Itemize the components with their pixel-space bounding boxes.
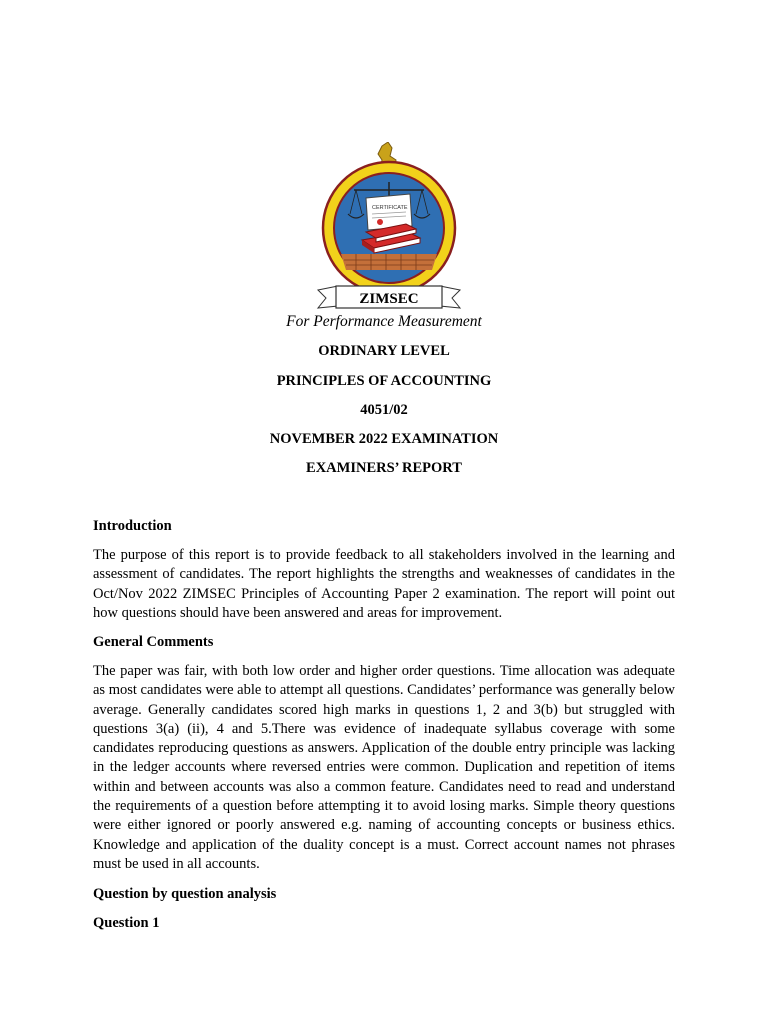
intro-paragraph: The purpose of this report is to provide feedback to all stakeholders involved in the learning and assessment of candidates. The report highlights the strengths and weaknesses of candidates in the Oct/Nov 2022 ZIMSEC Principles of Accounting Paper 2 examination. The report will point out how questions should have been answered and areas for improvement.	[93, 547, 675, 621]
title-subject: PRINCIPLES OF ACCOUNTING	[276, 373, 492, 389]
title-code: 4051/02	[360, 402, 408, 418]
zimsec-emblem	[316, 142, 462, 312]
zimsec-logo	[316, 142, 462, 312]
intro-heading: Introduction	[93, 518, 172, 534]
motto: For Performance Measurement	[286, 313, 482, 330]
question-1-heading: Question 1	[93, 915, 160, 931]
logo-scroll-text: CERTIFICATE	[372, 205, 408, 211]
logo-banner-text: ZIMSEC	[359, 291, 419, 307]
general-comments-paragraph: The paper was fair, with both low order and higher order questions. Time allocation was adequate as most candidates were able to attempt all questions. Candidates’ performance was generally below average. Generally candidates scored high marks in questions 1, 2 and 3(b) but struggled with questions 3(a) (ii), 4 and 5.There was evidence of inadequate syllabus coverage with some candidates reproducing questions as answers. Application of the double entry principle was lacking in the ledger accounts where reversed entries were common. Duplication and repetition of items within and between accounts was also a common feature. Candidates need to read and understand the requirements of a question before attempting it to avoid losing marks. Simple theory questions were either ignored or poorly answered e.g. naming of accounting concepts or business ethics. Knowledge and application of the duality concept is a must. Correct account names not phrases must be used in all accounts.	[93, 663, 675, 872]
title-level: ORDINARY LEVEL	[318, 343, 450, 359]
analysis-heading: Question by question analysis	[93, 886, 277, 902]
general-comments-heading: General Comments	[93, 634, 214, 650]
title-exam: NOVEMBER 2022 EXAMINATION	[269, 431, 499, 447]
title-report: EXAMINERS’ REPORT	[306, 460, 462, 476]
